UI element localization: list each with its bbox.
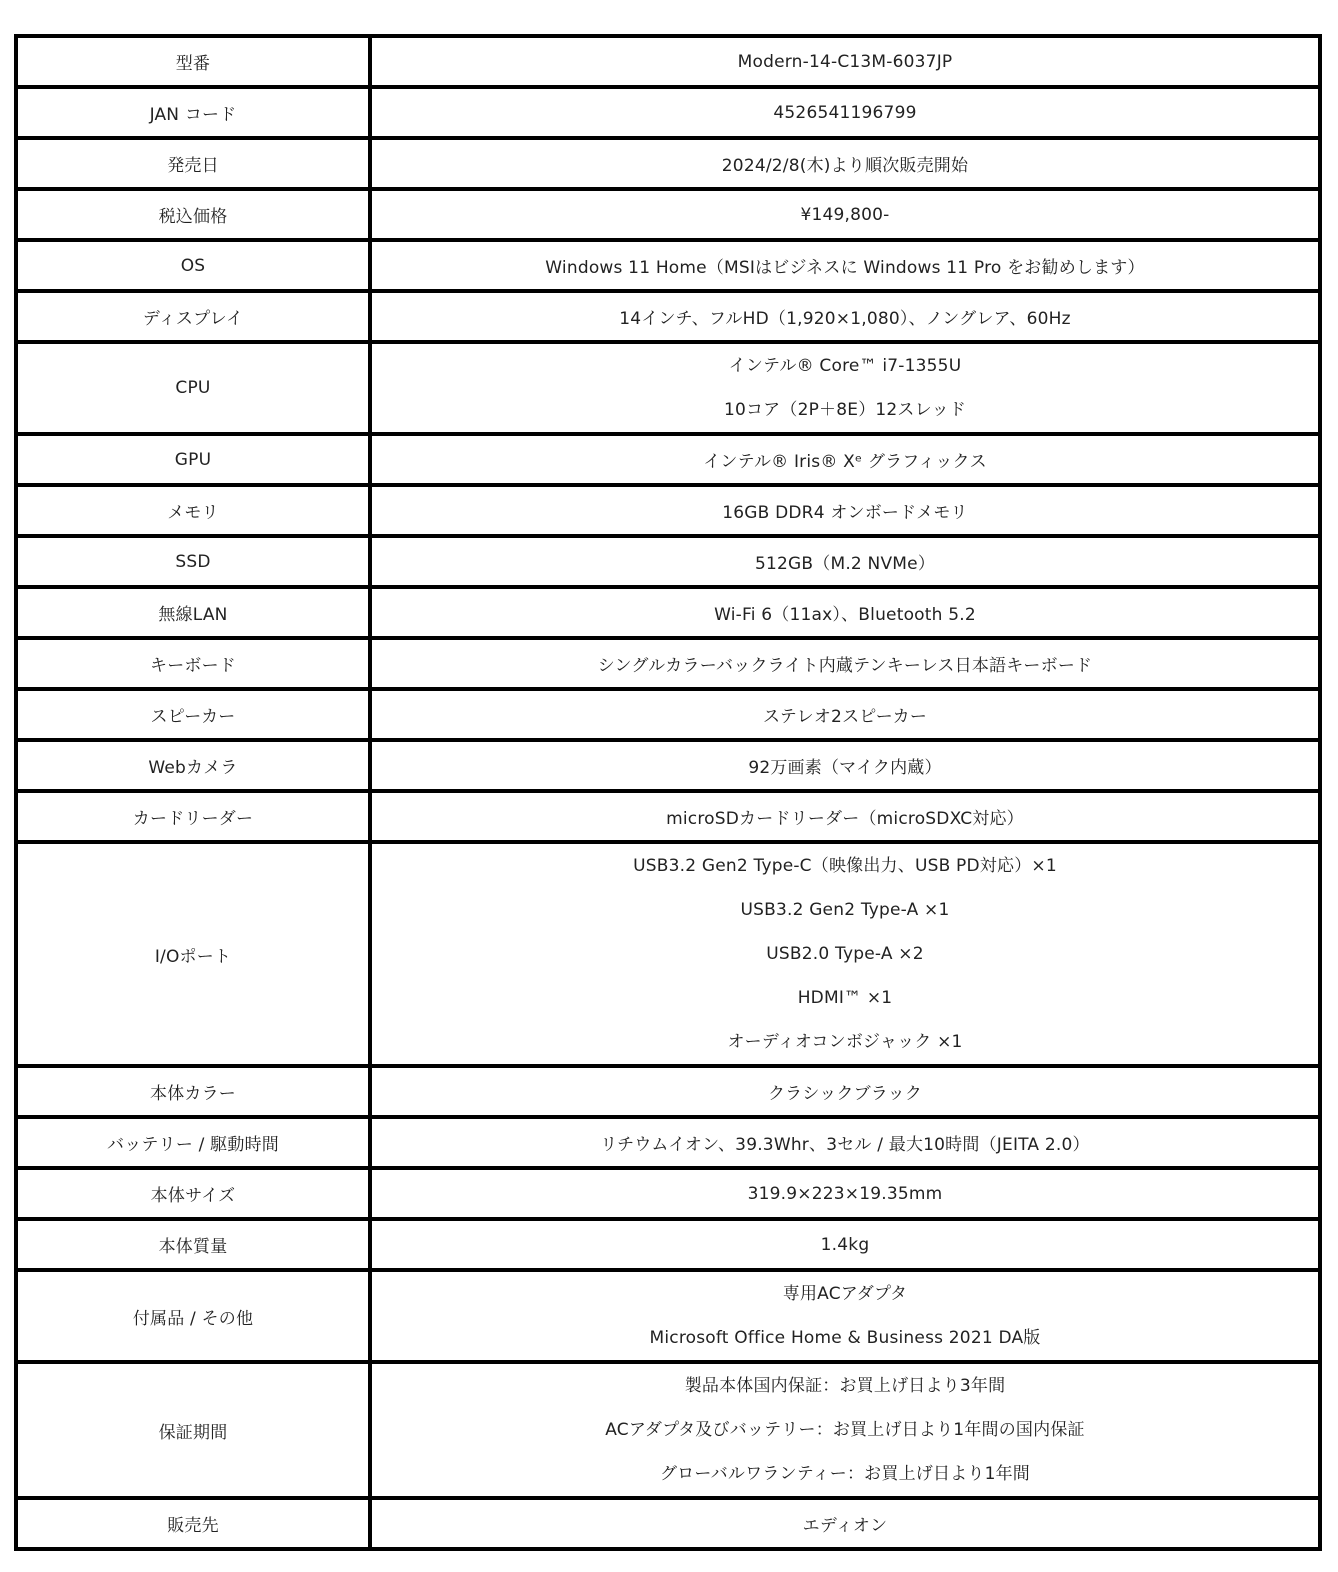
spec-value: [370, 1066, 1320, 1117]
spec-value: [370, 485, 1320, 536]
spec-row: [16, 1270, 1320, 1362]
spec-label: 付属品 / その他: [16, 1270, 370, 1362]
spec-value-line: USB2.0 Type-A ×2: [766, 944, 924, 964]
spec-label: メモリ: [16, 485, 370, 536]
spec-value: [370, 740, 1320, 791]
spec-value: [370, 536, 1320, 587]
spec-value-line: Windows 11 Home（MSIはビジネスに Windows 11 Pro をお勧めします）: [545, 258, 1145, 278]
spec-label: 販売先: [16, 1498, 370, 1549]
spec-row: [16, 36, 1320, 87]
spec-value-line: グローバルワランティー：お買上げ日より1年間: [659, 1464, 1030, 1484]
spec-value: [370, 291, 1320, 342]
spec-row: [16, 587, 1320, 638]
spec-value: [370, 189, 1320, 240]
spec-value-line: 92万画素（マイク内蔵）: [748, 758, 942, 778]
spec-label: 本体カラー: [16, 1066, 370, 1117]
spec-value-line: Microsoft Office Home & Business 2021 DA版: [649, 1328, 1041, 1348]
spec-value-line: USB3.2 Gen2 Type-A ×1: [740, 900, 950, 920]
spec-value-line: ACアダプタ及びバッテリー：お買上げ日より1年間の国内保証: [605, 1420, 1085, 1440]
spec-value-line: シングルカラーバックライト内蔵テンキーレス日本語キーボード: [597, 656, 1093, 676]
spec-value: [370, 342, 1320, 434]
spec-row: [16, 1219, 1320, 1270]
spec-value-line: 14インチ、フルHD（1,920×1,080）、ノングレア、60Hz: [619, 309, 1071, 329]
spec-value-line: ステレオ2スピーカー: [762, 707, 928, 727]
spec-row: [16, 87, 1320, 138]
spec-table-body: [16, 36, 1320, 1549]
spec-value-line: microSDカードリーダー（microSDXC対応）: [666, 809, 1024, 829]
spec-value-line: クラシックブラック: [767, 1084, 923, 1104]
spec-row: [16, 291, 1320, 342]
spec-value-line: Wi-Fi 6（11ax）、Bluetooth 5.2: [714, 605, 976, 625]
spec-value: [370, 1117, 1320, 1168]
spec-label: 本体質量: [16, 1219, 370, 1270]
spec-label: I/Oポート: [16, 842, 370, 1066]
spec-value: [370, 1168, 1320, 1219]
spec-label: 保証期間: [16, 1362, 370, 1498]
spec-row: [16, 791, 1320, 842]
spec-value-line: 16GB DDR4 オンボードメモリ: [722, 503, 968, 523]
spec-label: SSD: [16, 536, 370, 587]
spec-row: [16, 485, 1320, 536]
spec-value: [370, 791, 1320, 842]
spec-value-line: 10コア（2P＋8E）12スレッド: [723, 400, 967, 420]
spec-value-line: Modern-14-C13M-6037JP: [737, 51, 953, 72]
spec-row: [16, 138, 1320, 189]
spec-label: スピーカー: [16, 689, 370, 740]
spec-value-line: 製品本体国内保証：お買上げ日より3年間: [684, 1376, 1006, 1396]
spec-value: [370, 240, 1320, 291]
spec-row: [16, 1498, 1320, 1549]
spec-label: CPU: [16, 342, 370, 434]
spec-value-line: USB3.2 Gen2 Type-C（映像出力、USB PD対応）×1: [633, 856, 1057, 876]
spec-label: GPU: [16, 434, 370, 485]
spec-row: [16, 842, 1320, 1066]
spec-value: [370, 689, 1320, 740]
spec-label: キーボード: [16, 638, 370, 689]
spec-value: [370, 638, 1320, 689]
spec-value-line: インテル® Core™ i7-1355U: [728, 356, 962, 376]
spec-label: JAN コード: [16, 87, 370, 138]
spec-label: 税込価格: [16, 189, 370, 240]
spec-row: [16, 638, 1320, 689]
spec-value: [370, 138, 1320, 189]
spec-row: [16, 1117, 1320, 1168]
spec-row: [16, 240, 1320, 291]
spec-value-line: 2024/2/8(木)より順次販売開始: [721, 156, 969, 176]
spec-row: [16, 189, 1320, 240]
spec-value-line: 専用ACアダプタ: [782, 1284, 908, 1304]
spec-value-line: 512GB（M.2 NVMe）: [754, 554, 936, 574]
spec-row: [16, 1168, 1320, 1219]
spec-value-line: 4526541196799: [773, 102, 917, 123]
spec-value-line: リチウムイオン、39.3Whr、3セル / 最大10時間（JEITA 2.0）: [600, 1135, 1090, 1155]
spec-value-line: 319.9×223×19.35mm: [747, 1183, 943, 1204]
spec-label: 型番: [16, 36, 370, 87]
spec-row: [16, 689, 1320, 740]
spec-row: [16, 740, 1320, 791]
spec-row: [16, 434, 1320, 485]
spec-value: [370, 1270, 1320, 1362]
spec-value: [370, 587, 1320, 638]
spec-label: 発売日: [16, 138, 370, 189]
spec-value-line: HDMI™ ×1: [797, 988, 893, 1008]
spec-value: [370, 36, 1320, 87]
spec-value-line: エディオン: [802, 1516, 888, 1536]
spec-table: [14, 34, 1322, 1551]
spec-row: [16, 1066, 1320, 1117]
spec-label: 本体サイズ: [16, 1168, 370, 1219]
spec-label: ディスプレイ: [16, 291, 370, 342]
spec-row: [16, 536, 1320, 587]
spec-label: OS: [16, 240, 370, 291]
spec-label: バッテリー / 駆動時間: [16, 1117, 370, 1168]
spec-value-line: 1.4kg: [820, 1234, 870, 1255]
spec-value: [370, 434, 1320, 485]
spec-value-line: オーディオコンボジャック ×1: [727, 1032, 963, 1052]
spec-label: Webカメラ: [16, 740, 370, 791]
spec-value-line: ¥149,800-: [800, 204, 890, 225]
spec-label: カードリーダー: [16, 791, 370, 842]
spec-value: [370, 1362, 1320, 1498]
spec-label: 無線LAN: [16, 587, 370, 638]
spec-row: [16, 342, 1320, 434]
spec-row: [16, 1362, 1320, 1498]
spec-value: [370, 1219, 1320, 1270]
spec-value-line: インテル® Iris® Xᵉ グラフィックス: [703, 452, 987, 472]
spec-value: [370, 87, 1320, 138]
spec-value: [370, 1498, 1320, 1549]
spec-value: [370, 842, 1320, 1066]
